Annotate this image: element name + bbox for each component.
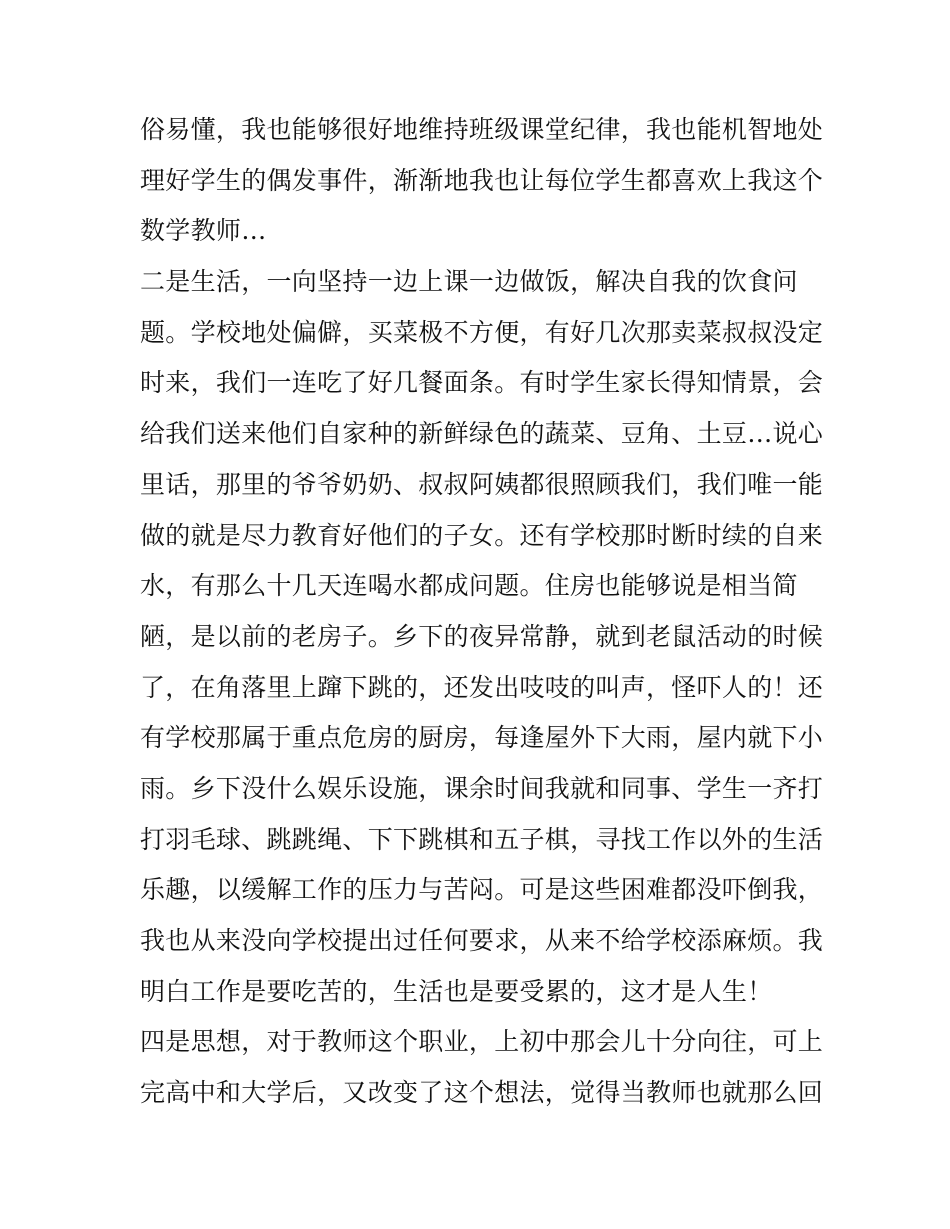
- text-line: 四是思想，对于教师这个职业，上初中那会儿十分向往，可上: [140, 1027, 824, 1057]
- text-line: 我也从来没向学校提出过任何要求，从来不给学校添麻烦。我: [140, 926, 824, 955]
- text-line: 理好学生的偶发事件，渐渐地我也让每位学生都喜欢上我这个: [140, 165, 824, 195]
- text-line: 里话，那里的爷爷奶奶、叔叔阿姨都很照顾我们，我们唯一能: [140, 469, 824, 499]
- body-text: [140, 105, 830, 1119]
- text-line: 有学校那属于重点危房的厨房，每逢屋外下大雨，屋内就下小: [140, 723, 824, 753]
- text-line: 二是生活，一向坚持一边上课一边做饭，解决自我的饮食问: [140, 267, 798, 297]
- text-line: 完高中和大学后，又改变了这个想法，觉得当教师也就那么回: [140, 1078, 824, 1108]
- text-line: 水，有那么十几天连喝水都成问题。住房也能够说是相当简: [140, 571, 798, 601]
- text-line: 打羽毛球、跳跳绳、下下跳棋和五子棋，寻找工作以外的生活: [140, 824, 824, 854]
- text-line: 陋，是以前的老房子。乡下的夜异常静，就到老鼠活动的时候: [140, 621, 824, 651]
- text-line: 题。学校地处偏僻，买菜极不方便，有好几次那卖菜叔叔没定: [140, 317, 824, 347]
- text-line: 俗易懂，我也能够很好地维持班级课堂纪律，我也能机智地处: [140, 115, 824, 144]
- text-line: 雨。乡下没什么娱乐设施，课余时间我就和同事、学生一齐打: [140, 773, 824, 803]
- text-line: 明白工作是要吃苦的，生活也是要受累的，这才是人生！: [140, 976, 773, 1006]
- text-line: 了，在角落里上蹿下跳的，还发出吱吱的叫声，怪吓人的！还: [140, 672, 824, 702]
- text-line: 数学教师…: [140, 216, 267, 246]
- text-line: 时来，我们一连吃了好几餐面条。有时学生家长得知情景，会: [140, 368, 824, 398]
- text-line: 给我们送来他们自家种的新鲜绿色的蔬菜、豆角、土豆…说心: [140, 419, 824, 449]
- text-line: 做的就是尽力教育好他们的子女。还有学校那时断时续的自来: [140, 520, 824, 550]
- text-line: 乐趣，以缓解工作的压力与苦闷。可是这些困难都没吓倒我，: [140, 875, 824, 905]
